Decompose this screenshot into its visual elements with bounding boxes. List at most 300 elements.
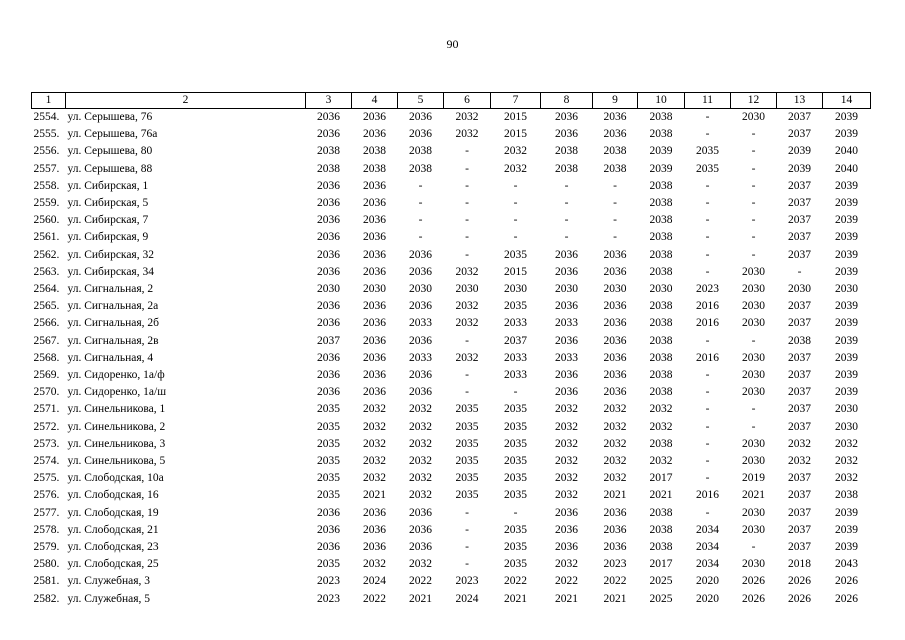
year-cell: 2030 (455, 283, 479, 296)
year-cell: 2032 (409, 558, 432, 571)
table-row (32, 436, 871, 453)
year-cell: 2030 (742, 351, 765, 364)
year-cell: 2036 (363, 231, 386, 244)
year-cell: 2016 (696, 317, 719, 330)
year-cell: - (465, 541, 469, 554)
year-cell: 2035 (696, 145, 719, 158)
year-cell: 2032 (363, 472, 386, 485)
year-cell: 2032 (363, 558, 386, 571)
year-cell: 2035 (504, 489, 527, 502)
year-cell: 2030 (603, 283, 627, 296)
year-cell: 2032 (555, 403, 578, 416)
year-cell: 2036 (363, 317, 386, 330)
year-cell: 2036 (363, 351, 386, 364)
year-cell: 2037 (788, 300, 811, 313)
year-cell: 2036 (317, 369, 340, 382)
year-cell: 2036 (363, 197, 386, 210)
year-cell: 2036 (603, 317, 627, 330)
year-cell: 2037 (504, 334, 527, 347)
year-cell: 2032 (455, 111, 479, 123)
year-cell: 2039 (835, 214, 858, 227)
year-cell: 2038 (649, 506, 673, 519)
year-cell: 2039 (835, 265, 858, 278)
year-cell: 2021 (504, 592, 527, 605)
year-cell: - (513, 231, 518, 244)
table-row (32, 573, 871, 590)
table-row (32, 470, 871, 487)
year-cell: 2032 (409, 437, 432, 450)
year-cell: - (751, 179, 756, 192)
address-cell: ул. Синельникова, 2 (67, 420, 166, 433)
year-cell: - (705, 420, 710, 433)
year-cell: 2037 (788, 317, 811, 330)
table-row (32, 591, 871, 608)
address-cell: ул. Сигнальная, 2 (67, 283, 154, 296)
row-number: 2560. (33, 214, 60, 227)
year-cell: 2035 (317, 558, 340, 571)
year-cell: 2038 (649, 386, 673, 399)
year-cell: 2036 (555, 248, 578, 261)
table-row (32, 522, 871, 539)
year-cell: 2036 (317, 386, 340, 399)
column-header: 6 (444, 93, 491, 109)
year-cell: 2036 (363, 541, 386, 554)
year-cell: 2037 (788, 541, 811, 554)
year-cell: 2036 (317, 541, 340, 554)
table-row (32, 143, 871, 160)
row-number: 2569. (33, 369, 60, 382)
row-number: 2563. (33, 265, 60, 278)
year-cell: - (465, 506, 469, 519)
year-cell: 2030 (742, 523, 765, 536)
year-cell: 2035 (455, 403, 479, 416)
year-cell: - (564, 214, 569, 227)
year-cell: 2036 (555, 300, 578, 313)
year-cell: - (513, 214, 518, 227)
address-cell: ул. Серышева, 88 (67, 162, 153, 175)
row-number: 2577. (33, 506, 60, 519)
year-cell: 2037 (788, 420, 811, 433)
year-cell: 2035 (504, 300, 527, 313)
year-cell: 2034 (696, 523, 719, 536)
year-cell: 2037 (788, 489, 811, 502)
year-cell: 2021 (363, 489, 386, 502)
year-cell: 2036 (603, 300, 627, 313)
year-cell: 2036 (555, 111, 578, 123)
row-number: 2571. (33, 403, 60, 416)
year-cell: 2036 (409, 334, 432, 347)
year-cell: 2032 (409, 420, 432, 433)
year-cell: 2030 (409, 283, 432, 296)
table-row (32, 315, 871, 332)
year-cell: - (705, 231, 710, 244)
year-cell: 2032 (555, 472, 578, 485)
year-cell: 2043 (835, 558, 858, 571)
year-cell: - (705, 455, 710, 468)
row-number: 2564. (33, 283, 60, 296)
year-cell: 2036 (409, 111, 432, 123)
year-cell: 2039 (788, 145, 811, 158)
year-cell: 2037 (788, 472, 811, 485)
address-cell: ул. Серышева, 76а (67, 128, 158, 141)
year-cell: - (705, 265, 710, 278)
row-number: 2581. (33, 575, 60, 588)
year-cell: 2036 (603, 506, 627, 519)
year-cell: - (705, 214, 710, 227)
column-header: 5 (398, 93, 444, 109)
year-cell: 2015 (504, 111, 527, 123)
year-cell: 2035 (504, 558, 527, 571)
year-cell: 2037 (788, 214, 811, 227)
year-cell: 2030 (835, 283, 858, 296)
year-cell: 2018 (788, 558, 811, 571)
year-cell: 2036 (555, 369, 578, 382)
year-cell: 2032 (555, 558, 578, 571)
year-cell: 2039 (649, 162, 673, 175)
year-cell: - (418, 179, 423, 192)
year-cell: 2038 (649, 369, 673, 382)
year-cell: 2034 (696, 558, 719, 571)
address-cell: ул. Слободская, 23 (67, 541, 159, 554)
year-cell: 2037 (788, 506, 811, 519)
year-cell: 2035 (504, 420, 527, 433)
year-cell: 2036 (317, 231, 340, 244)
year-cell: 2032 (555, 489, 578, 502)
year-cell: - (465, 523, 469, 536)
year-cell: - (751, 231, 756, 244)
year-cell: - (751, 420, 756, 433)
year-cell: 2036 (317, 523, 340, 536)
year-cell: 2036 (603, 541, 627, 554)
year-cell: - (465, 197, 469, 210)
year-cell: 2030 (742, 369, 765, 382)
year-cell: 2023 (696, 283, 719, 296)
year-cell: - (564, 179, 569, 192)
year-cell: 2035 (504, 403, 527, 416)
year-cell: 2022 (555, 575, 578, 588)
year-cell: 2038 (555, 162, 578, 175)
year-cell: 2040 (835, 162, 858, 175)
table-row (32, 419, 871, 436)
data-table (31, 92, 871, 608)
year-cell: - (705, 197, 710, 210)
year-cell: - (465, 145, 469, 158)
year-cell: 2032 (788, 437, 811, 450)
year-cell: 2036 (363, 523, 386, 536)
year-cell: - (465, 179, 469, 192)
address-cell: ул. Сибирская, 1 (67, 179, 149, 192)
address-cell: ул. Служебная, 5 (67, 592, 151, 605)
year-cell: 2035 (455, 472, 479, 485)
year-cell: 2038 (363, 145, 386, 158)
table-body (32, 109, 871, 608)
year-cell: - (705, 248, 710, 261)
year-cell: 2023 (317, 575, 340, 588)
row-number: 2576. (33, 489, 60, 502)
address-cell: ул. Синельникова, 5 (67, 455, 166, 468)
year-cell: 2030 (742, 265, 765, 278)
year-cell: 2038 (649, 437, 673, 450)
table-row (32, 281, 871, 298)
year-cell: 2036 (603, 248, 627, 261)
year-cell: 2030 (742, 455, 765, 468)
year-cell: 2037 (788, 197, 811, 210)
year-cell: - (513, 386, 518, 399)
year-cell: 2030 (788, 283, 811, 296)
year-cell: 2036 (363, 506, 386, 519)
column-header: 8 (541, 93, 593, 109)
year-cell: 2025 (649, 575, 673, 588)
year-cell: 2032 (363, 420, 386, 433)
year-cell: 2026 (788, 575, 811, 588)
year-cell: - (705, 403, 710, 416)
year-cell: 2032 (555, 420, 578, 433)
year-cell: 2032 (363, 403, 386, 416)
year-cell: - (705, 386, 710, 399)
row-number: 2573. (33, 437, 60, 450)
year-cell: 2032 (649, 420, 673, 433)
year-cell: 2032 (455, 300, 479, 313)
column-header: 1 (32, 93, 66, 109)
year-cell: 2021 (649, 489, 673, 502)
year-cell: 2036 (555, 386, 578, 399)
row-number: 2555. (33, 128, 60, 141)
header-row (32, 93, 871, 109)
year-cell: 2032 (455, 265, 479, 278)
year-cell: - (705, 472, 710, 485)
table-row (32, 350, 871, 367)
year-cell: 2036 (603, 111, 627, 123)
year-cell: - (513, 179, 518, 192)
year-cell: 2039 (835, 541, 858, 554)
table-row (32, 367, 871, 384)
year-cell: 2038 (835, 489, 858, 502)
table-row (32, 384, 871, 401)
address-cell: ул. Слободская, 21 (67, 523, 159, 536)
year-cell: 2034 (696, 541, 719, 554)
year-cell: 2032 (555, 437, 578, 450)
year-cell: 2036 (409, 265, 432, 278)
year-cell: - (465, 248, 469, 261)
year-cell: 2037 (788, 403, 811, 416)
table-row (32, 556, 871, 573)
year-cell: 2032 (603, 455, 627, 468)
year-cell: 2030 (742, 317, 765, 330)
year-cell: 2017 (649, 558, 673, 571)
row-number: 2565. (33, 300, 60, 313)
year-cell: 2030 (835, 403, 858, 416)
table-row (32, 195, 871, 212)
year-cell: 2037 (317, 334, 340, 347)
year-cell: 2036 (409, 506, 432, 519)
year-cell: 2026 (835, 592, 858, 605)
row-number: 2580. (33, 558, 60, 571)
table-row (32, 229, 871, 246)
year-cell: 2038 (603, 162, 627, 175)
address-cell: ул. Сигнальная, 2б (67, 317, 160, 330)
year-cell: 2015 (504, 128, 527, 141)
year-cell: 2037 (788, 386, 811, 399)
year-cell: 2040 (835, 145, 858, 158)
column-header: 14 (823, 93, 871, 109)
year-cell: 2032 (455, 351, 479, 364)
year-cell: 2039 (835, 317, 858, 330)
year-cell: 2015 (504, 265, 527, 278)
year-cell: 2035 (317, 472, 340, 485)
year-cell: - (705, 369, 710, 382)
column-header: 3 (306, 93, 352, 109)
year-cell: 2033 (409, 351, 432, 364)
year-cell: 2022 (363, 592, 386, 605)
year-cell: 2038 (649, 300, 673, 313)
year-cell: 2036 (317, 265, 340, 278)
year-cell: 2030 (742, 300, 765, 313)
year-cell: 2020 (696, 575, 719, 588)
year-cell: 2032 (835, 472, 858, 485)
year-cell: 2032 (455, 128, 479, 141)
year-cell: 2039 (835, 506, 858, 519)
year-cell: 2032 (363, 455, 386, 468)
year-cell: 2038 (649, 351, 673, 364)
year-cell: 2032 (835, 437, 858, 450)
year-cell: 2038 (649, 231, 673, 244)
year-cell: 2030 (742, 111, 765, 123)
year-cell: 2036 (555, 128, 578, 141)
address-cell: ул. Сидоренко, 1а/ф (67, 369, 165, 382)
year-cell: - (751, 214, 756, 227)
year-cell: 2037 (788, 248, 811, 261)
year-cell: 2036 (363, 386, 386, 399)
year-cell: 2038 (409, 145, 432, 158)
year-cell: - (465, 558, 469, 571)
year-cell: 2017 (649, 472, 673, 485)
year-cell: 2021 (742, 489, 765, 502)
table-row (32, 178, 871, 195)
address-cell: ул. Серышева, 80 (67, 145, 153, 158)
year-cell: 2038 (317, 145, 340, 158)
year-cell: 2036 (603, 369, 627, 382)
year-cell: - (465, 369, 469, 382)
address-cell: ул. Синельникова, 1 (67, 403, 166, 416)
column-header: 2 (66, 93, 306, 109)
year-cell: 2032 (649, 455, 673, 468)
year-cell: - (705, 128, 710, 141)
year-cell: 2035 (455, 420, 479, 433)
year-cell: 2032 (835, 455, 858, 468)
address-cell: ул. Сибирская, 32 (67, 248, 154, 261)
year-cell: - (613, 197, 617, 210)
year-cell: 2016 (696, 300, 719, 313)
year-cell: 2039 (788, 162, 811, 175)
year-cell: 2038 (649, 317, 673, 330)
year-cell: 2036 (409, 541, 432, 554)
year-cell: - (705, 506, 710, 519)
year-cell: 2021 (603, 489, 627, 502)
year-cell: - (418, 214, 423, 227)
year-cell: - (705, 437, 710, 450)
row-number: 2566. (33, 317, 60, 330)
row-number: 2558. (33, 179, 60, 192)
year-cell: 2036 (603, 334, 627, 347)
table-row (32, 212, 871, 229)
year-cell: 2035 (455, 489, 479, 502)
column-header: 11 (685, 93, 731, 109)
row-number: 2572. (33, 420, 60, 433)
year-cell: 2038 (788, 334, 811, 347)
year-cell: 2035 (317, 455, 340, 468)
year-cell: 2021 (409, 592, 432, 605)
year-cell: 2036 (317, 351, 340, 364)
year-cell: - (418, 231, 423, 244)
year-cell: 2038 (649, 197, 673, 210)
year-cell: 2036 (363, 334, 386, 347)
year-cell: 2033 (504, 369, 527, 382)
year-cell: 2039 (835, 351, 858, 364)
year-cell: 2032 (504, 145, 527, 158)
year-cell: 2036 (409, 248, 432, 261)
year-cell: 2035 (504, 541, 527, 554)
year-cell: 2036 (317, 317, 340, 330)
year-cell: - (751, 248, 756, 261)
address-cell: ул. Сигнальная, 2в (67, 334, 159, 347)
year-cell: 2036 (363, 214, 386, 227)
year-cell: 2036 (603, 265, 627, 278)
row-number: 2570. (33, 386, 60, 399)
address-cell: ул. Слободская, 16 (67, 489, 159, 502)
column-header: 7 (491, 93, 541, 109)
year-cell: - (465, 231, 469, 244)
row-number: 2582. (33, 592, 60, 605)
year-cell: 2036 (409, 523, 432, 536)
year-cell: 2026 (742, 592, 765, 605)
row-number: 2575. (33, 472, 60, 485)
year-cell: 2036 (317, 214, 340, 227)
year-cell: 2032 (409, 455, 432, 468)
year-cell: 2035 (696, 162, 719, 175)
year-cell: 2035 (317, 437, 340, 450)
year-cell: 2023 (603, 558, 627, 571)
year-cell: 2033 (555, 317, 578, 330)
year-cell: 2036 (555, 541, 578, 554)
year-cell: 2036 (603, 351, 627, 364)
year-cell: - (705, 334, 710, 347)
year-cell: 2036 (363, 128, 386, 141)
year-cell: 2016 (696, 351, 719, 364)
row-number: 2554. (33, 111, 60, 123)
table-row (32, 505, 871, 522)
year-cell: 2038 (649, 541, 673, 554)
address-cell: ул. Синельникова, 3 (67, 437, 166, 450)
year-cell: 2038 (649, 334, 673, 347)
year-cell: 2020 (696, 592, 719, 605)
year-cell: 2036 (603, 386, 627, 399)
year-cell: 2030 (363, 283, 386, 296)
year-cell: 2022 (409, 575, 432, 588)
year-cell: 2026 (835, 575, 858, 588)
year-cell: 2036 (317, 179, 340, 192)
year-cell: 2038 (317, 162, 340, 175)
year-cell: 2037 (788, 111, 811, 123)
year-cell: 2039 (835, 128, 858, 141)
table-row (32, 453, 871, 470)
year-cell: 2030 (649, 283, 673, 296)
year-cell: 2036 (555, 334, 578, 347)
year-cell: 2023 (455, 575, 479, 588)
address-cell: ул. Сибирская, 9 (67, 231, 149, 244)
column-header: 9 (593, 93, 638, 109)
year-cell: 2038 (603, 145, 627, 158)
row-number: 2574. (33, 455, 60, 468)
